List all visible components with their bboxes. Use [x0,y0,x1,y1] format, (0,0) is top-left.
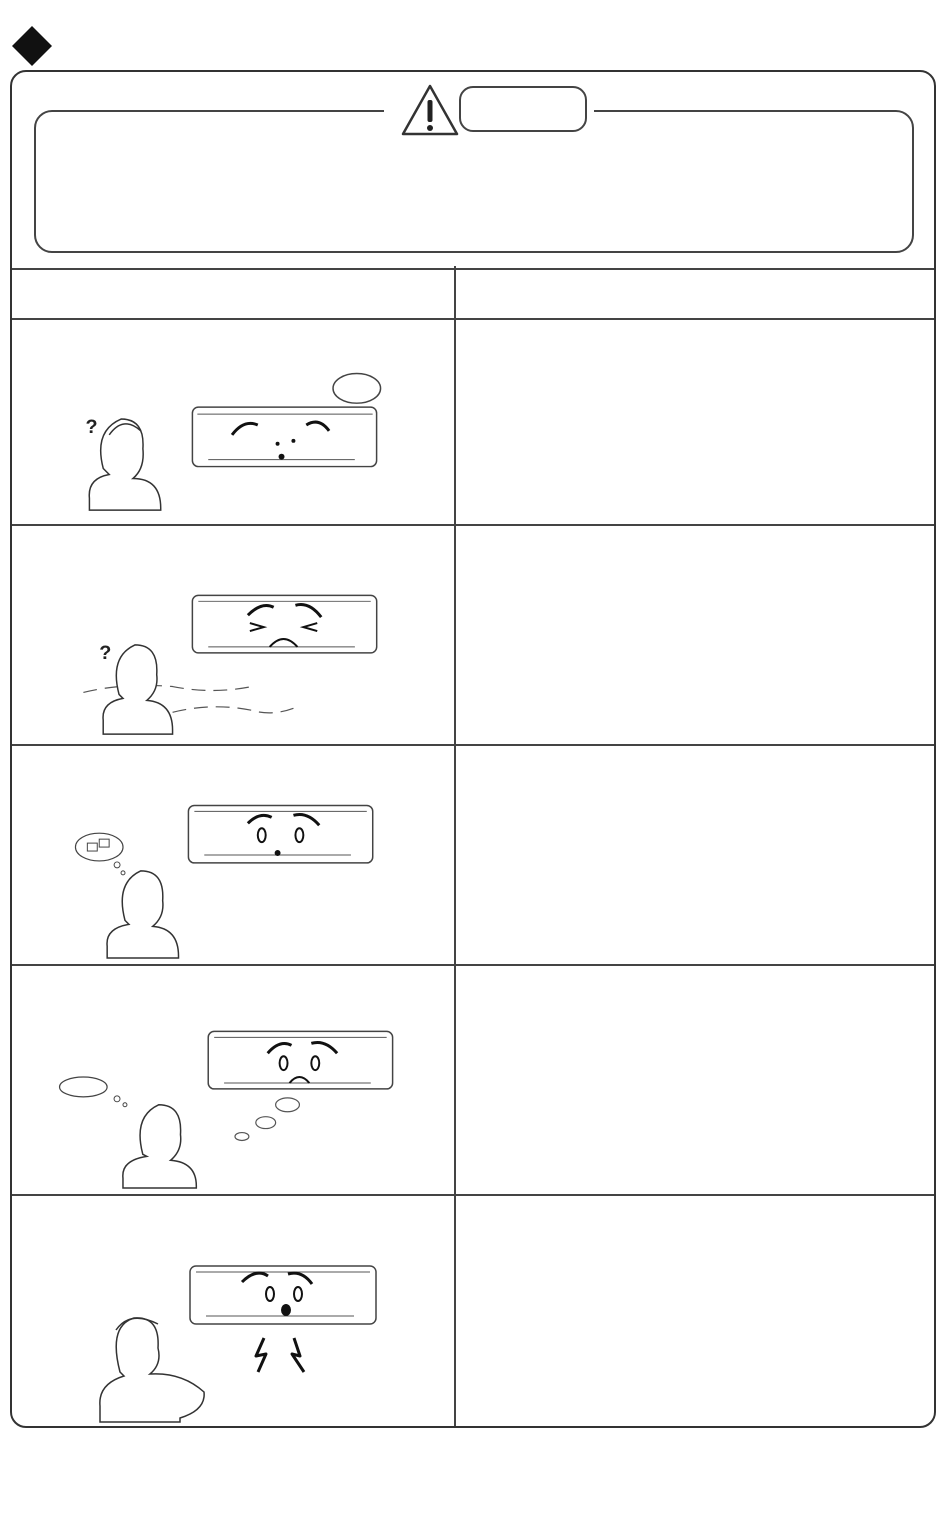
column-divider [454,266,456,1426]
table-header [12,268,936,320]
woman-confused-ac-indicator-icon [12,320,456,524]
table-row [12,1196,936,1428]
svg-text:?: ? [85,415,98,438]
caution-label [459,86,587,132]
woman-confused-airflow-icon [12,526,456,744]
woman-thinking-ac-icon [12,746,456,964]
man-listening-ac-noise-icon [12,1196,456,1428]
woman-thinking-mist-icon [12,966,456,1194]
svg-text:?: ? [99,641,112,664]
warning-triangle-icon [400,82,460,138]
table-row [12,746,936,966]
diamond-icon [12,26,52,66]
table-row [12,526,936,746]
table-row [12,966,936,1196]
table-row [12,320,936,526]
troubleshooting-frame [10,70,936,1428]
